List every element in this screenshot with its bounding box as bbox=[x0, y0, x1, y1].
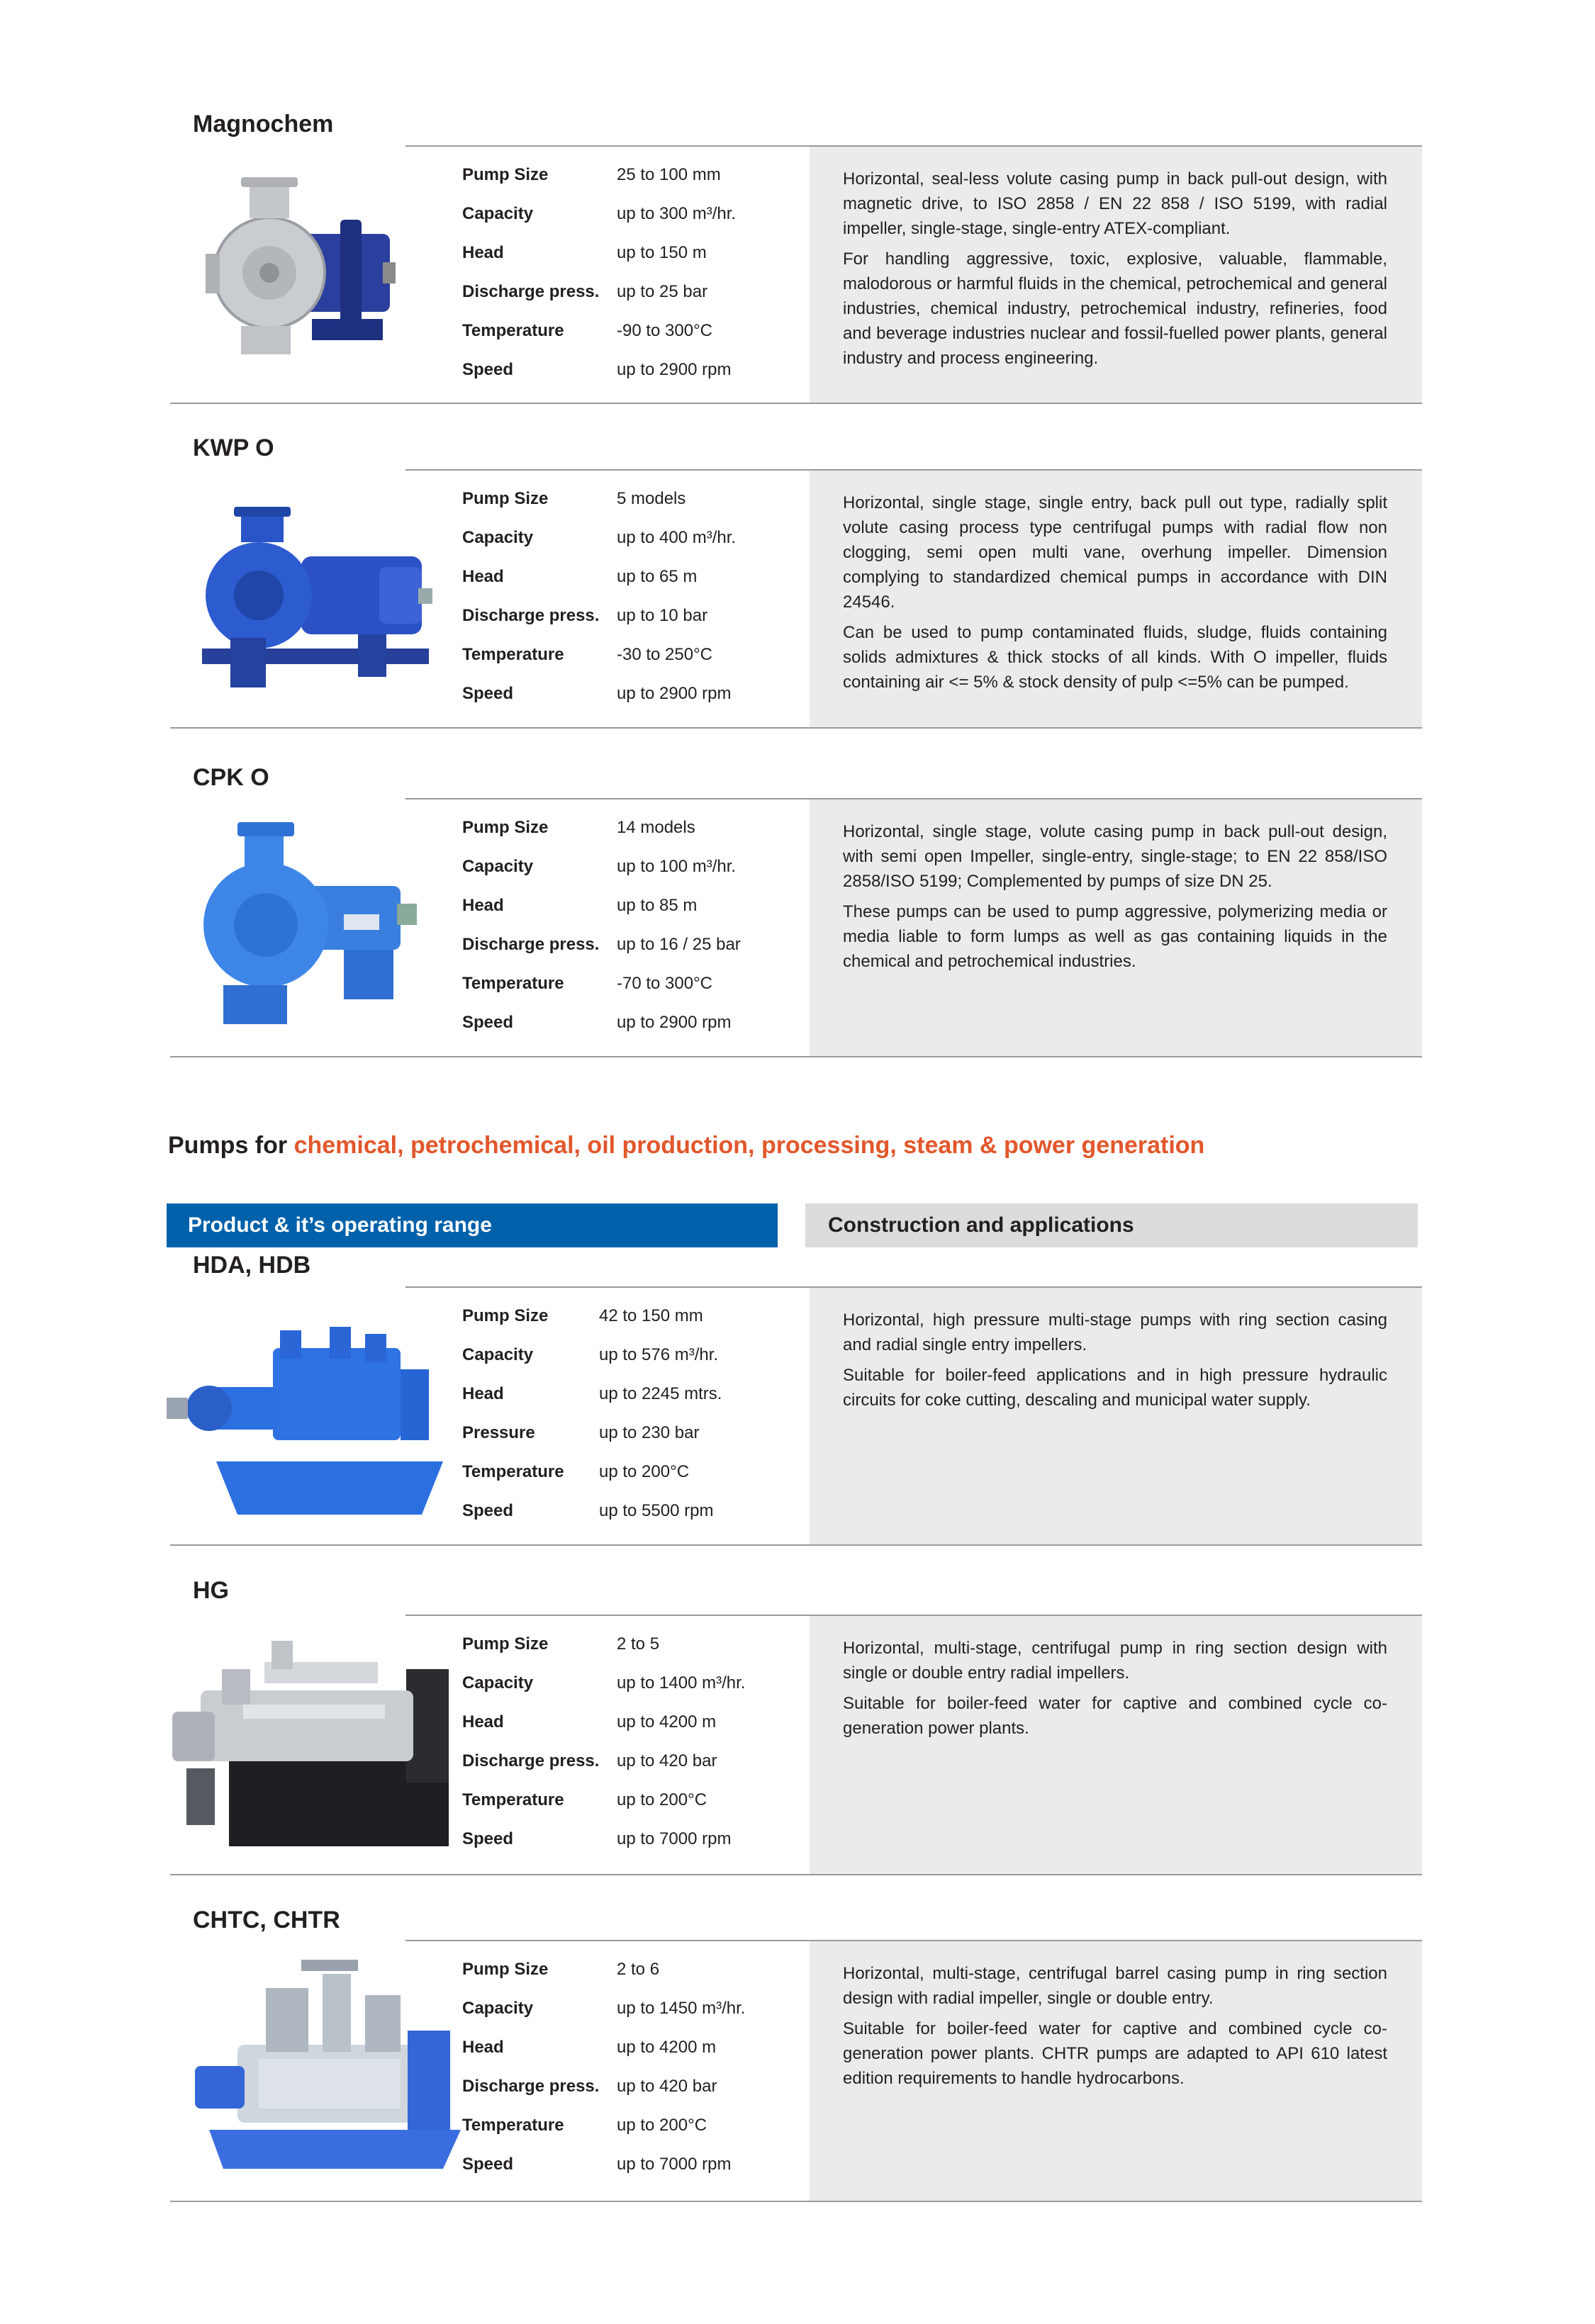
spec-label: Capacity bbox=[462, 204, 534, 223]
description-text bbox=[843, 490, 1387, 700]
construction-bar: Construction and applications bbox=[805, 1203, 1418, 1247]
spec-value: -30 to 250°C bbox=[617, 645, 713, 664]
spec-label: Pump Size bbox=[462, 1634, 549, 1654]
spec-label: Pump Size bbox=[462, 1306, 549, 1325]
pump-title: HG bbox=[193, 1577, 229, 1604]
section-rule bbox=[170, 1544, 1422, 1546]
spec-value: 25 to 100 mm bbox=[617, 165, 721, 184]
description-paragraph: For handling aggressive, toxic, explosive, valuable, flammable, malodorous or harmful fluids in the chemical, petrochemical and general industries, chemical industry, petrochemical industry, refineries, food and beverage industries nuclear and fossil-fuelled power plants, general industry and process engineering. bbox=[843, 249, 1387, 368]
description-paragraph: Suitable for boiler-feed water for captive and combined cycle co-generation power plants. bbox=[843, 1694, 1387, 1738]
spec-label: Speed bbox=[462, 360, 514, 379]
spec-label: Temperature bbox=[462, 2116, 564, 2135]
spec-value: up to 2900 rpm bbox=[617, 684, 732, 703]
description-paragraph: These pumps can be used to pump aggressive, polymerizing media or media liable to form lumps as well as gas containing liquids in the chemical and petrochemical industries. bbox=[843, 902, 1387, 971]
hda-hdb-pump-image bbox=[167, 1320, 443, 1518]
spec-value: up to 4200 m bbox=[617, 1712, 717, 1731]
spec-value: up to 420 bar bbox=[617, 1751, 717, 1770]
description-paragraph: Horizontal, seal-less volute casing pump in back pull-out design, with magnetic drive, to ISO 2858 / EN 22 858 / ISO 5199, with radial impeller, single-stage, single-entry ATEX-compliant. bbox=[843, 169, 1387, 238]
pump-title: CPK O bbox=[193, 764, 269, 791]
spec-label: Capacity bbox=[462, 1345, 534, 1364]
spec-label: Discharge press. bbox=[462, 1751, 600, 1770]
description-paragraph: Suitable for boiler-feed applications and in high pressure hydraulic circuits for coke cutting, descaling and municipal water supply. bbox=[843, 1366, 1387, 1410]
description-text bbox=[843, 167, 1387, 376]
spec-label: Head bbox=[462, 2038, 504, 2057]
description-text bbox=[843, 819, 1387, 979]
spec-value: up to 2900 rpm bbox=[617, 360, 732, 379]
chtc-chtr-pump-image bbox=[195, 1960, 461, 2172]
spec-label: Pressure bbox=[462, 1423, 535, 1442]
spec-label: Discharge press. bbox=[462, 282, 600, 301]
spec-value: up to 2900 rpm bbox=[617, 1013, 732, 1032]
spec-label: Head bbox=[462, 243, 504, 262]
section-rule bbox=[170, 403, 1422, 404]
pump-title: Magnochem bbox=[193, 111, 334, 137]
spec-value: up to 7000 rpm bbox=[617, 2155, 732, 2174]
spec-label: Pump Size bbox=[462, 165, 549, 184]
spec-value: up to 85 m bbox=[617, 896, 698, 915]
description-paragraph: Suitable for boiler-feed water for captive and combined cycle co-generation power plants. CHTR pumps are adapted to API 610 latest edition requirements to handle hydrocarbons. bbox=[843, 2019, 1387, 2088]
description-paragraph: Horizontal, multi-stage, centrifugal pump in ring section design with single or double entry radial impellers. bbox=[843, 1639, 1387, 1683]
heading-accent: chemical, petrochemical, oil production, processing, steam & power generation bbox=[293, 1132, 1205, 1159]
spec-value: up to 400 m³/hr. bbox=[617, 528, 737, 547]
spec-value: up to 25 bar bbox=[617, 282, 708, 301]
spec-label: Pump Size bbox=[462, 1960, 549, 1979]
spec-value: 5 models bbox=[617, 489, 686, 508]
section-rule bbox=[170, 1874, 1422, 1875]
spec-label: Speed bbox=[462, 1829, 514, 1848]
spec-label: Capacity bbox=[462, 857, 534, 876]
spec-label: Capacity bbox=[462, 528, 534, 547]
spec-value: up to 2245 mtrs. bbox=[599, 1384, 722, 1403]
spec-value: 2 to 6 bbox=[617, 1960, 660, 1979]
spec-value: up to 7000 rpm bbox=[617, 1829, 732, 1848]
spec-value: -90 to 300°C bbox=[617, 321, 713, 340]
spec-value: up to 576 m³/hr. bbox=[599, 1345, 719, 1364]
kwp-o-pump-image bbox=[202, 507, 436, 691]
section-rule bbox=[170, 1056, 1422, 1057]
spec-label: Temperature bbox=[462, 974, 564, 993]
spec-value: 42 to 150 mm bbox=[599, 1306, 703, 1325]
spec-label: Discharge press. bbox=[462, 2077, 600, 2096]
spec-label: Speed bbox=[462, 2155, 514, 2174]
spec-value: 14 models bbox=[617, 818, 695, 837]
description-text bbox=[843, 1308, 1387, 1418]
description-text bbox=[843, 1636, 1387, 1746]
spec-value: up to 300 m³/hr. bbox=[617, 204, 737, 223]
spec-value: up to 200°C bbox=[617, 2116, 707, 2135]
section-heading bbox=[168, 1132, 1204, 1160]
spec-label: Discharge press. bbox=[462, 935, 600, 954]
spec-label: Head bbox=[462, 896, 504, 915]
spec-value: up to 200°C bbox=[617, 1790, 707, 1809]
spec-value: up to 65 m bbox=[617, 567, 698, 586]
spec-label: Temperature bbox=[462, 1790, 564, 1809]
magnochem-pump-image bbox=[206, 177, 397, 376]
spec-value: up to 200°C bbox=[599, 1462, 690, 1481]
section-rule bbox=[170, 2201, 1422, 2202]
spec-label: Capacity bbox=[462, 1999, 534, 2018]
description-paragraph: Horizontal, single stage, volute casing pump in back pull-out design, with semi open Impeller, single-entry, single-stage; to EN 22 858/ISO 2858/ISO 5199; Complemented by pumps of size DN 25. bbox=[843, 822, 1387, 891]
spec-label: Head bbox=[462, 567, 504, 586]
description-paragraph: Horizontal, single stage, single entry, back pull out type, radially split volute casing process type centrifugal pumps with radial flow non clogging, semi open multi vane, overhung impeller. Dimension complying to standardized chemical pumps in accordance with DIN 24546. bbox=[843, 493, 1387, 612]
spec-value: up to 1450 m³/hr. bbox=[617, 1999, 746, 2018]
spec-value: up to 4200 m bbox=[617, 2038, 717, 2057]
pump-title: KWP O bbox=[193, 434, 274, 461]
spec-label: Speed bbox=[462, 684, 514, 703]
hg-pump-image bbox=[172, 1641, 449, 1846]
spec-value: up to 420 bar bbox=[617, 2077, 717, 2096]
spec-label: Temperature bbox=[462, 645, 564, 664]
spec-value: -70 to 300°C bbox=[617, 974, 713, 993]
spec-value: 2 to 5 bbox=[617, 1634, 660, 1654]
section-rule bbox=[170, 727, 1422, 729]
spec-label: Head bbox=[462, 1712, 504, 1731]
spec-label: Capacity bbox=[462, 1673, 534, 1693]
cpk-o-pump-image bbox=[195, 822, 422, 1028]
spec-value: up to 5500 rpm bbox=[599, 1501, 714, 1520]
description-paragraph: Horizontal, high pressure multi-stage pumps with ring section casing and radial single entry impellers. bbox=[843, 1310, 1387, 1354]
spec-label: Temperature bbox=[462, 321, 564, 340]
spec-label: Temperature bbox=[462, 1462, 564, 1481]
spec-label: Head bbox=[462, 1384, 504, 1403]
description-paragraph: Horizontal, multi-stage, centrifugal barrel casing pump in ring section design with radial impeller, single or double entry. bbox=[843, 1964, 1387, 2008]
spec-label: Speed bbox=[462, 1013, 514, 1032]
spec-value: up to 1400 m³/hr. bbox=[617, 1673, 746, 1693]
spec-value: up to 10 bar bbox=[617, 606, 708, 625]
description-text bbox=[843, 1961, 1387, 2096]
product-range-bar: Product & it’s operating range bbox=[167, 1203, 778, 1247]
spec-value: up to 16 / 25 bar bbox=[617, 935, 741, 954]
heading-prefix: Pumps for bbox=[168, 1132, 288, 1159]
pump-title: CHTC, CHTR bbox=[193, 1907, 340, 1933]
spec-label: Speed bbox=[462, 1501, 514, 1520]
spec-value: up to 230 bar bbox=[599, 1423, 700, 1442]
spec-label: Discharge press. bbox=[462, 606, 600, 625]
description-paragraph: Can be used to pump contaminated fluids, sludge, fluids containing solids admixtures & thick stocks of all kinds. With O impeller, fluids containing air <= 5% & stock density of pulp <=5% can be pumped. bbox=[843, 623, 1387, 692]
spec-value: up to 150 m bbox=[617, 243, 707, 262]
spec-label: Pump Size bbox=[462, 818, 549, 837]
spec-value: up to 100 m³/hr. bbox=[617, 857, 737, 876]
spec-label: Pump Size bbox=[462, 489, 549, 508]
pump-title: HDA, HDB bbox=[193, 1252, 311, 1279]
